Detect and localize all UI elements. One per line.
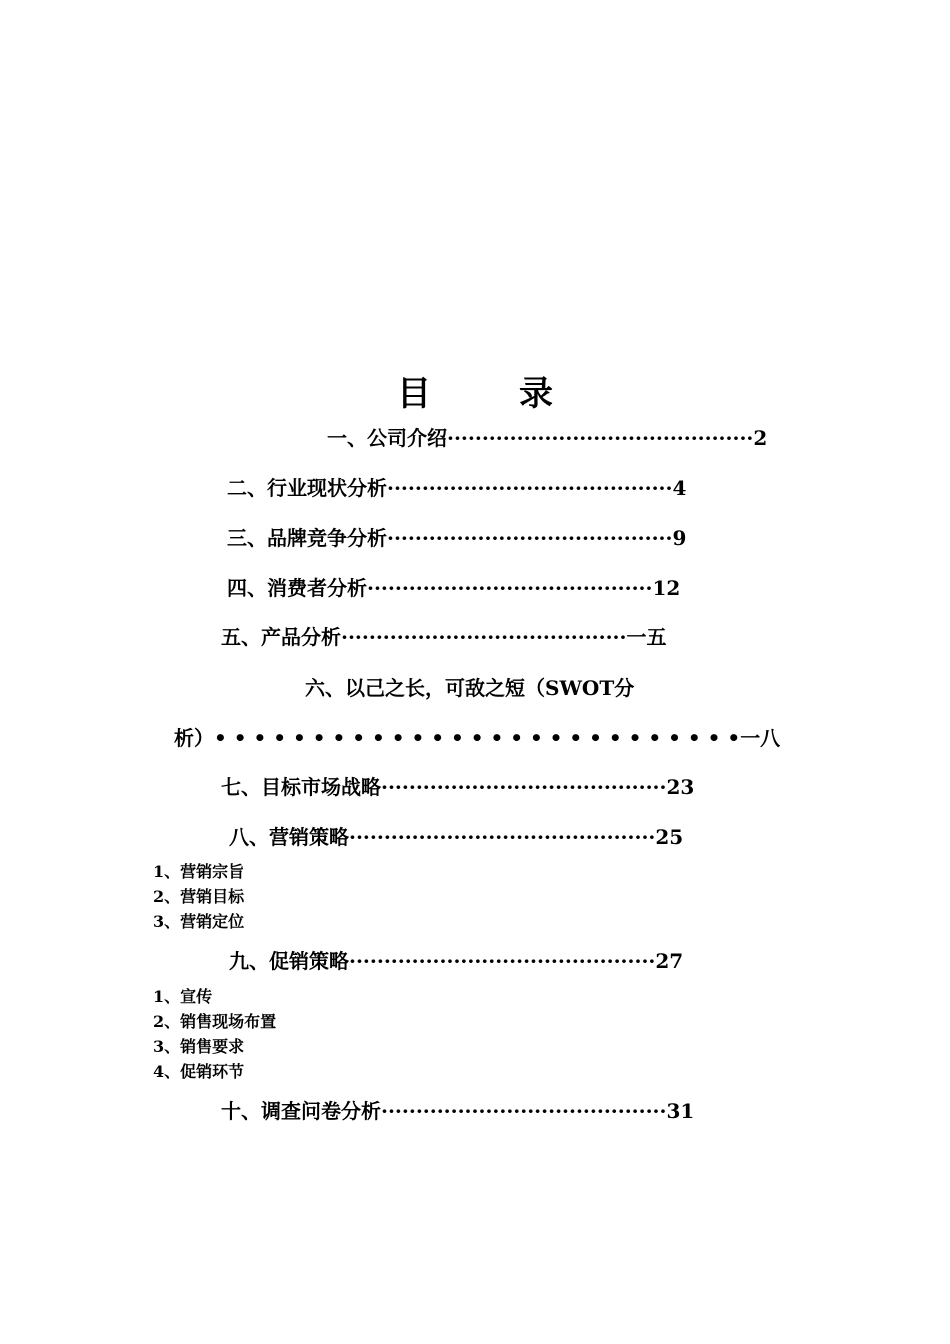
promotion-sub-4: 4、促销环节 xyxy=(153,1062,245,1081)
toc-leader-dots: • • • • • • • • • • • • • • • • • • • • • • • • • • • xyxy=(214,726,741,750)
toc-label: 五、产品分析 xyxy=(221,625,341,649)
toc-leader-dots: ········································· xyxy=(341,625,627,649)
toc-entry-3[interactable] xyxy=(227,526,686,550)
toc-label: 一、公司介绍 xyxy=(327,426,447,450)
toc-leader-dots: ············································ xyxy=(349,825,656,849)
toc-leader-dots: ············································ xyxy=(349,949,656,973)
toc-entry-6-line-1[interactable] xyxy=(305,676,634,700)
toc-label: 七、目标市场战略 xyxy=(221,775,381,799)
title-char-1: 目 xyxy=(397,374,431,414)
toc-page-number: 一八 xyxy=(740,726,781,750)
marketing-sub-1: 1、营销宗旨 xyxy=(153,862,245,881)
page-title xyxy=(0,366,950,415)
toc-page-number: 31 xyxy=(666,1099,695,1123)
toc-entry-2[interactable] xyxy=(227,476,686,500)
toc-page-number: 9 xyxy=(672,526,687,550)
toc-page-number: 25 xyxy=(655,825,684,849)
toc-entry-4[interactable] xyxy=(227,576,680,600)
toc-label: 三、品牌竞争分析 xyxy=(227,526,387,550)
toc-leader-dots: ············································ xyxy=(447,426,754,450)
promotion-sub-2: 2、销售现场布置 xyxy=(153,1012,277,1031)
marketing-sub-3: 3、营销定位 xyxy=(153,912,245,931)
toc-page-number: 4 xyxy=(672,476,687,500)
toc-entry-7[interactable] xyxy=(221,775,694,799)
toc-label: 六、以己之长，可敌之短（SWOT分 xyxy=(305,676,635,700)
toc-page-number: 23 xyxy=(666,775,695,799)
toc-leader-dots: ········································· xyxy=(387,476,673,500)
toc-page-number: 2 xyxy=(753,426,768,450)
toc-entry-1[interactable] xyxy=(327,426,767,450)
toc-page-number: 27 xyxy=(655,949,684,973)
toc-page-number: 12 xyxy=(652,576,681,600)
toc-entry-5[interactable] xyxy=(221,625,666,649)
toc-label: 析） xyxy=(174,726,214,750)
marketing-sub-2: 2、营销目标 xyxy=(153,887,245,906)
promotion-sub-3: 3、销售要求 xyxy=(153,1037,245,1056)
toc-page-number: 一五 xyxy=(626,625,667,649)
toc-leader-dots: ········································· xyxy=(381,1099,667,1123)
toc-entry-10[interactable] xyxy=(221,1099,694,1123)
toc-entry-9[interactable] xyxy=(229,949,683,973)
toc-leader-dots: ········································· xyxy=(381,775,667,799)
promotion-sub-1: 1、宣传 xyxy=(153,987,213,1006)
toc-entry-8[interactable] xyxy=(229,825,683,849)
toc-leader-dots: ········································· xyxy=(387,526,673,550)
toc-label: 十、调查问卷分析 xyxy=(221,1099,381,1123)
toc-entry-6-line-2[interactable] xyxy=(174,726,780,750)
toc-label: 八、营销策略 xyxy=(229,825,349,849)
title-char-2: 录 xyxy=(519,374,553,414)
toc-label: 四、消费者分析 xyxy=(227,576,367,600)
toc-label: 九、促销策略 xyxy=(229,949,349,973)
toc-leader-dots: ········································· xyxy=(367,576,653,600)
toc-label: 二、行业现状分析 xyxy=(227,476,387,500)
